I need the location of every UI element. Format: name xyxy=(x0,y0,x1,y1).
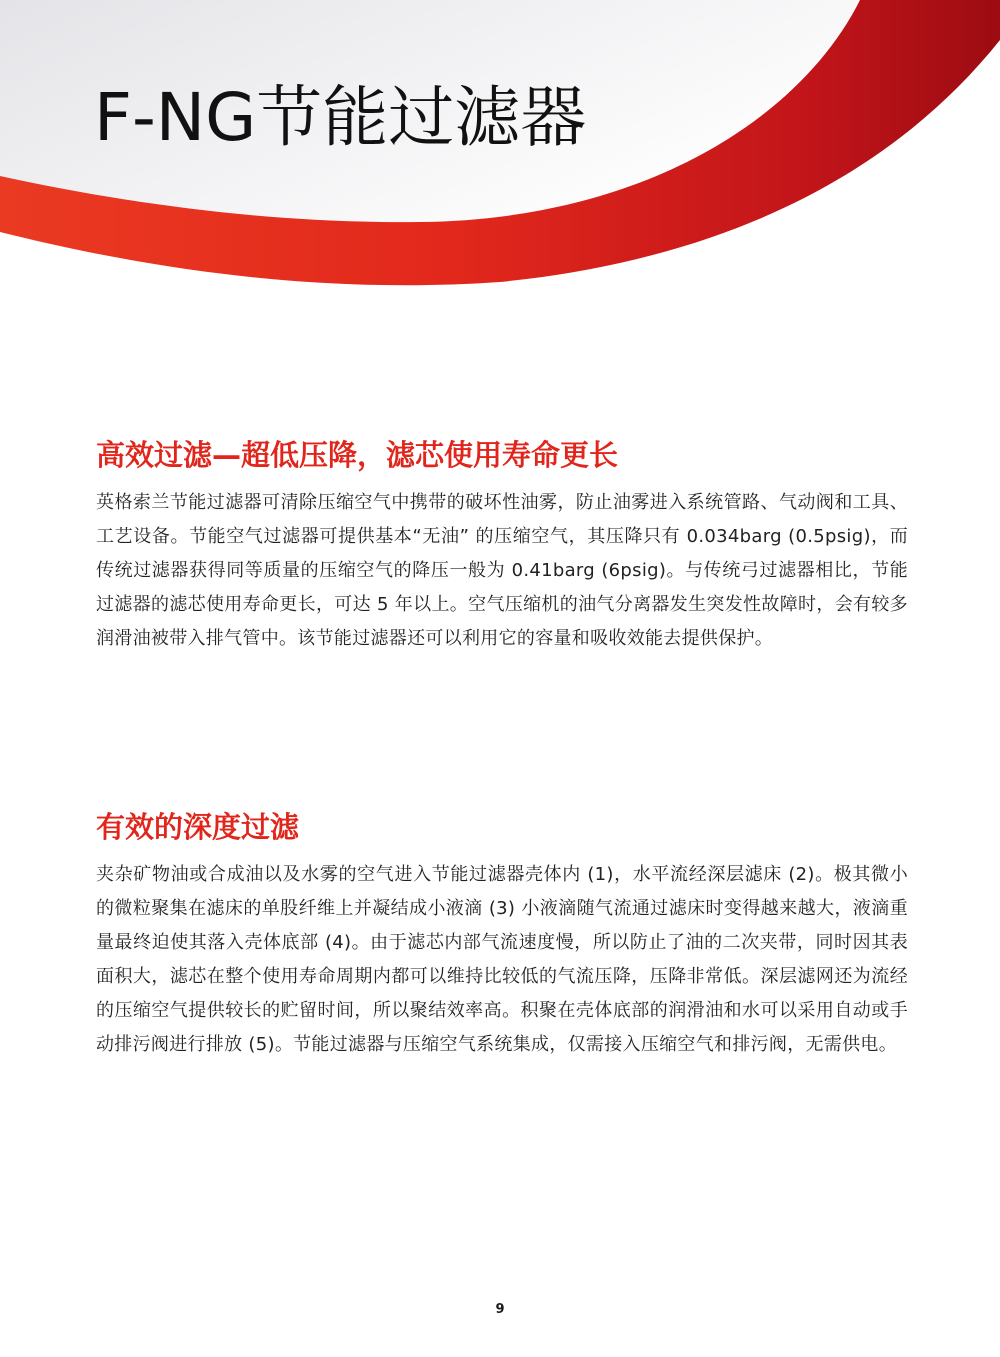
page-title: F-NG节能过滤器 xyxy=(94,79,587,156)
section-depth-filtration xyxy=(96,804,908,1062)
section-body: 夹杂矿物油或合成油以及水雾的空气进入节能过滤器壳体内 (1)，水平流经深层滤床 (2)。极其微小的微粒聚集在滤床的单股纤维上并凝结成小液滴 (3) 小液滴随气流通过滤床时变得越来越大，液滴重量最终迫使其落入壳体底部 (4)。由于滤芯内部气流速度慢，所以防止了油的二次夹带，同时因其表面积大，滤芯在整个使用寿命周期内都可以维持比较低的气流压降，压降非常低。深层滤网还为流经的压缩空气提供较长的贮留时间，所以聚结效率高。积聚在壳体底部的润滑油和水可以采用自动或手动排污阀进行排放 (5)。节能过滤器与压缩空气系统集成，仅需接入压缩空气和排污阀，无需供电。 xyxy=(96,864,908,1055)
section-heading: 高效过滤—超低压降，滤芯使用寿命更长 xyxy=(96,438,619,472)
section-body: 英格索兰节能过滤器可清除压缩空气中携带的破坏性油雾，防止油雾进入系统管路、气动阀和工具、工艺设备。节能空气过滤器可提供基本“无油” 的压缩空气，其压降只有 0.034barg (0.5psig)，而传统过滤器获得同等质量的压缩空气的降压一般为 0.41barg (6psig)。与传统弓过滤器相比，节能过滤器的滤芯使用寿命更长，可达 5 年以上。空气压缩机的油气分离器发生突发性故障时，会有较多润滑油被带入排气管中。该节能过滤器还可以利用它的容量和吸收效能去提供保护。 xyxy=(96,492,908,649)
section-efficient-filtration xyxy=(96,432,908,656)
page-number: 9 xyxy=(495,1302,505,1317)
section-heading: 有效的深度过滤 xyxy=(96,810,300,844)
